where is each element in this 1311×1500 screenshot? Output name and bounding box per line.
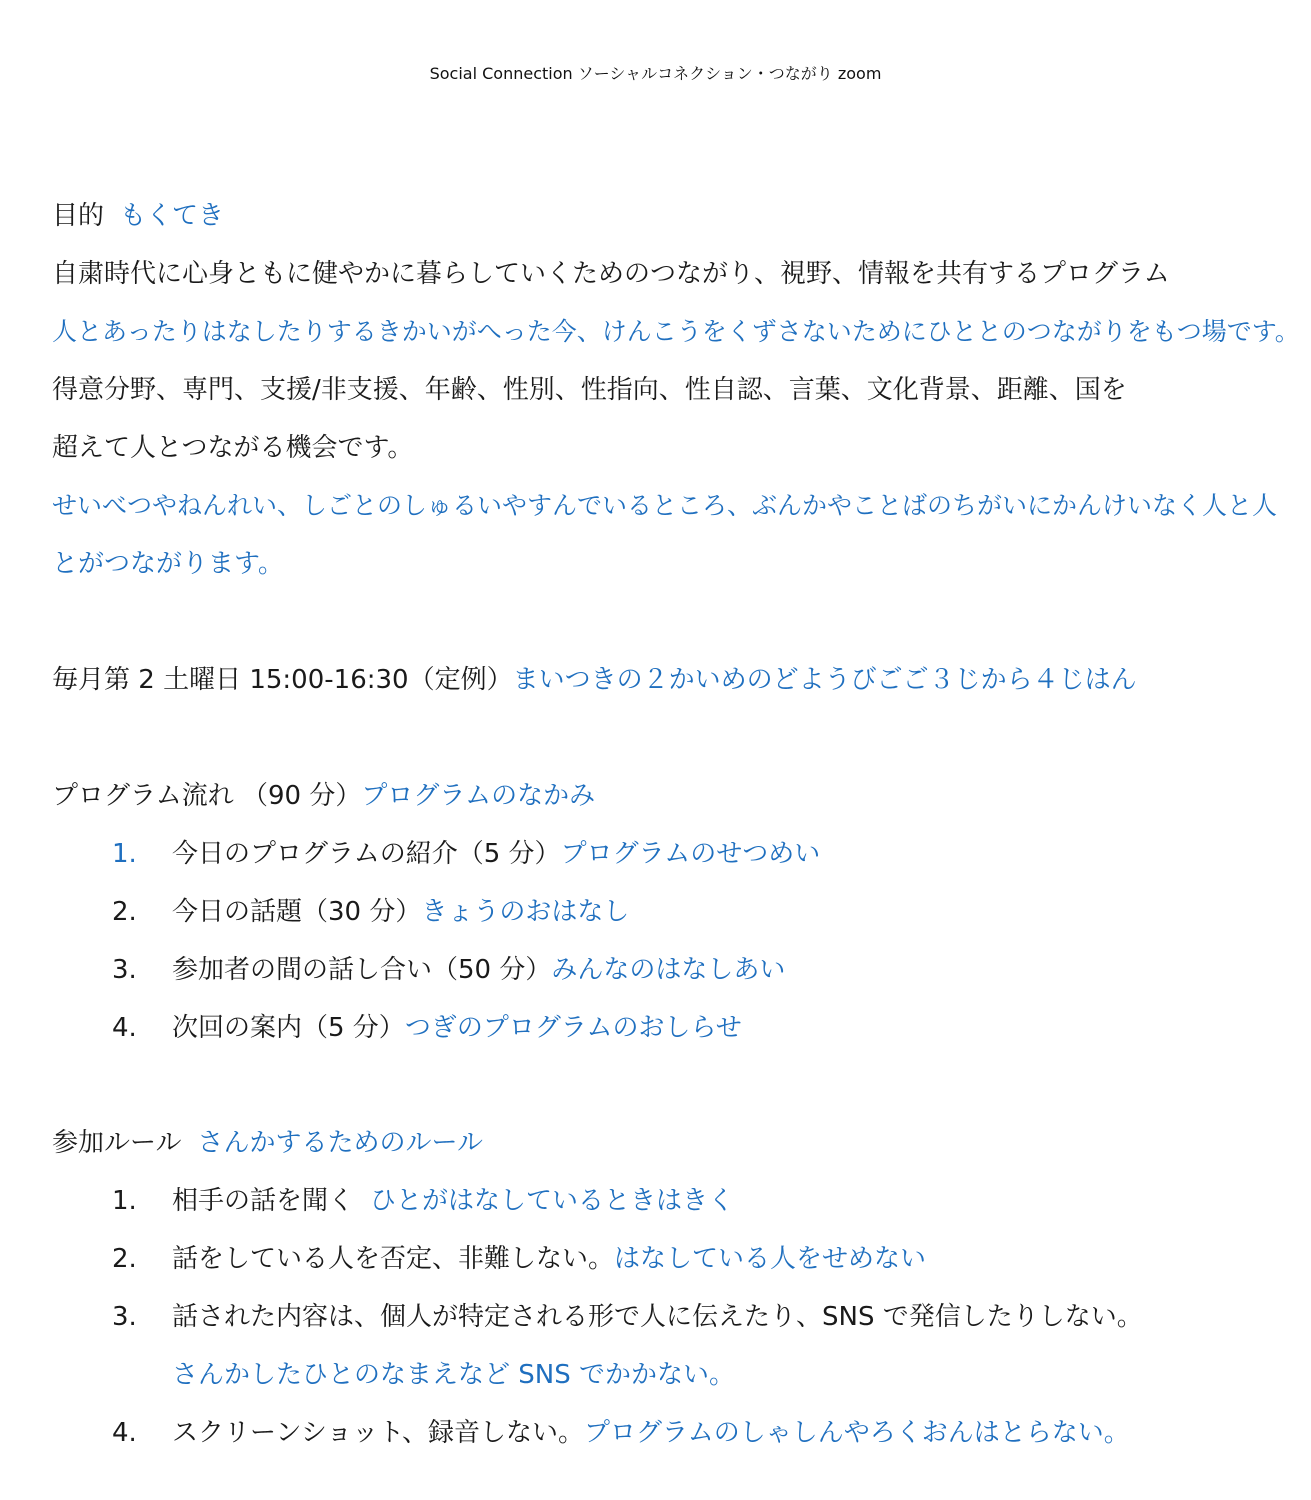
rules-heading-line [52, 1125, 483, 1161]
program-item [112, 836, 820, 872]
schedule-line [52, 662, 1137, 698]
list-number: 2. [112, 897, 137, 927]
rules-heading-kana: さんかするためのルール [197, 1128, 483, 1158]
rule-item-text: 話をしている人を否定、非難しない。 [172, 1244, 615, 1274]
purpose-text-5: せいべつやねんれい、しごとのしゅるいやすんでいるところ、ぶんかやことばのちがいにかんけいなく人と人 [52, 491, 1278, 520]
purpose-text-3: 得意分野、専門、支援/非支援、年齢、性別、性指向、性自認、言葉、文化背景、距離、国を [52, 375, 1127, 405]
purpose-text-1: 自粛時代に心身ともに健やかに暮らしていくためのつながり、視野、情報を共有するプログラム [52, 259, 1170, 289]
program-heading: プログラム流れ （90 分） [52, 781, 362, 811]
program-heading-line [52, 778, 595, 814]
list-number: 4. [112, 1418, 137, 1448]
program-heading-kana: プログラムのなかみ [361, 781, 596, 811]
rule-item-text: 相手の話を聞く [172, 1186, 355, 1216]
purpose-text-2: 人とあったりはなしたりするきかいがへった今、けんこうをくずさないためにひととのつながりをもつ場です。 [52, 317, 1300, 346]
rule-item-text: 話された内容は、個人が特定される形で人に伝えたり、SNS で発信したりしない。 [172, 1302, 1143, 1332]
rule-item-kana: プログラムのしゃしんやろくおんはとらない。 [583, 1418, 1130, 1448]
program-item [112, 952, 785, 988]
rules-heading: 参加ルール [52, 1128, 182, 1158]
schedule-kana: まいつきの２かいめのどようびごご３じから４じはん [512, 665, 1137, 695]
purpose-text-6: とがつながります。 [52, 549, 284, 579]
purpose-heading-line [52, 198, 224, 234]
purpose-heading-kana: もくてき [120, 201, 225, 231]
list-number: 2. [112, 1244, 137, 1274]
schedule-text: 毎月第 2 土曜日 15:00-16:30（定例） [52, 665, 513, 695]
program-item-text: 次回の案内（5 分） [172, 1013, 405, 1043]
rule-item [112, 1415, 1130, 1451]
program-item-text: 今日の話題（30 分） [172, 897, 422, 927]
purpose-heading: 目的 [52, 201, 105, 231]
list-number: 3. [112, 1302, 137, 1332]
program-item [112, 1010, 742, 1046]
rule-item-kana: さんかしたひとのなまえなど SNS でかかない。 [172, 1360, 735, 1390]
program-item-kana: きょうのおはなし [421, 897, 630, 927]
page-title: Social Connection ソーシャルコネクション・つながり zoom [429, 64, 882, 83]
program-item-text: 参加者の間の話し合い（50 分） [172, 955, 552, 985]
rule-item-text: スクリーンショット、録音しない。 [172, 1418, 584, 1448]
program-item-text: 今日のプログラムの紹介（5 分） [172, 839, 561, 869]
rule-item-kana: はなしている人をせめない [614, 1244, 927, 1274]
program-item-kana: みんなのはなしあい [551, 955, 786, 985]
rule-item-kana: ひとがはなしているときはきく [370, 1186, 735, 1216]
list-number: 1. [112, 839, 137, 869]
program-item [112, 894, 629, 930]
list-number: 3. [112, 955, 137, 985]
list-number: 4. [112, 1013, 137, 1043]
purpose-text-4: 超えて人とつながる機会です。 [52, 433, 414, 463]
list-number: 1. [112, 1186, 137, 1216]
program-item-kana: つぎのプログラムのおしらせ [404, 1013, 742, 1043]
rule-item [112, 1183, 734, 1219]
rule-item [112, 1241, 926, 1277]
rule-item [112, 1299, 1143, 1335]
program-item-kana: プログラムのせつめい [560, 839, 821, 869]
